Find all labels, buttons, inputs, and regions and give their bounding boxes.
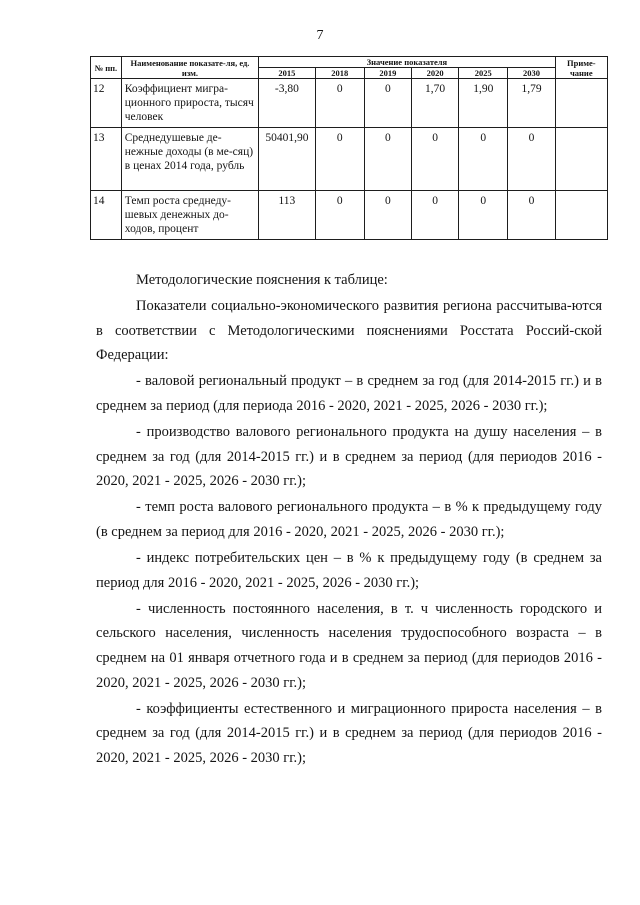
row-value: 0 [364, 191, 411, 240]
header-value-group: Значение показателя [259, 57, 555, 68]
row-value: 1,70 [412, 79, 459, 128]
notes-list-item: - численность постоянного населения, в т. ч численность городского и сельского населения, численность населения трудоспособного возраста – в среднем на 01 января отчетного года и в среднем за период (для периодов 2016 - 2020, 2021 - 2025, 2026 - 2030 гг.); [96, 600, 602, 691]
notes-list-item: - индекс потребительских цен – в % к предыдущему году (в среднем за период для 2016 - 2020, 2021 - 2025, 2026 - 2030 гг.); [96, 550, 602, 591]
notes-intro: Показатели социально-экономического развития региона рассчитыва-ются в соответствии с Методологическими пояснениями Росстата Россий-ской Федерации: [96, 298, 602, 364]
table-row [91, 79, 608, 128]
row-value: 0 [364, 79, 411, 128]
row-note [555, 79, 607, 128]
row-value: 1,79 [508, 79, 555, 128]
row-value: 0 [364, 128, 411, 191]
table-row [91, 128, 608, 191]
notes-list-item: - валовой региональный продукт – в среднем за год (для 2014-2015 гг.) и в среднем за период (для периода 2016 - 2020, 2021 - 2025, 2026 - 2030 гг.); [96, 373, 602, 414]
row-index: 14 [91, 191, 122, 240]
row-value: 50401,90 [259, 128, 315, 191]
row-index: 12 [91, 79, 122, 128]
notes-list-item: - производство валового регионального продукта на душу населения – в среднем за год (для 2014-2015 гг.) и в среднем за период (для периодов 2016 - 2020, 2021 - 2025, 2026 - 2030 гг.); [96, 424, 602, 490]
header-year: 2015 [259, 68, 315, 79]
row-value: 0 [315, 128, 364, 191]
table-row [91, 191, 608, 240]
header-year: 2018 [315, 68, 364, 79]
row-value: 0 [315, 79, 364, 128]
row-index: 13 [91, 128, 122, 191]
row-value: 0 [508, 128, 555, 191]
header-name: Наименование показате-ля, ед. изм. [121, 57, 258, 79]
notes-list-item: - коэффициенты естественного и миграционного прироста населения – в среднем за год (для 2014-2015 гг.) и в среднем за период (для периодов 2016 - 2020, 2021 - 2025, 2026 - 2030 гг.); [96, 700, 602, 766]
header-year: 2020 [412, 68, 459, 79]
row-value: 113 [259, 191, 315, 240]
header-year: 2030 [508, 68, 555, 79]
row-value: 0 [412, 128, 459, 191]
notes-list-item: - темп роста валового регионального продукта – в % к предыдущему году (в среднем за период для 2016 - 2020, 2021 - 2025, 2026 - 2030 гг.); [96, 499, 602, 540]
header-num: № пп. [91, 57, 122, 79]
row-name: Коэффициент мигра-ционного прироста, тысяч человек [121, 79, 258, 128]
notes-heading: Методологические пояснения к таблице: [136, 272, 388, 288]
row-value: 0 [508, 191, 555, 240]
indicators-table [90, 56, 608, 240]
row-name: Среднедушевые де-нежные доходы (в ме-сяц) в ценах 2014 года, рубль [121, 128, 258, 191]
row-value: 0 [459, 128, 508, 191]
row-value: 0 [315, 191, 364, 240]
header-note: Приме-чание [555, 57, 607, 79]
row-name: Темп роста среднеду-шевых денежных до-ходов, процент [121, 191, 258, 240]
page-number: 7 [316, 28, 324, 43]
row-value: 0 [459, 191, 508, 240]
row-note [555, 128, 607, 191]
row-note [555, 191, 607, 240]
row-value: 1,90 [459, 79, 508, 128]
header-year: 2025 [459, 68, 508, 79]
methodology-notes [96, 268, 602, 772]
row-value: 0 [412, 191, 459, 240]
header-year: 2019 [364, 68, 411, 79]
row-value: -3,80 [259, 79, 315, 128]
